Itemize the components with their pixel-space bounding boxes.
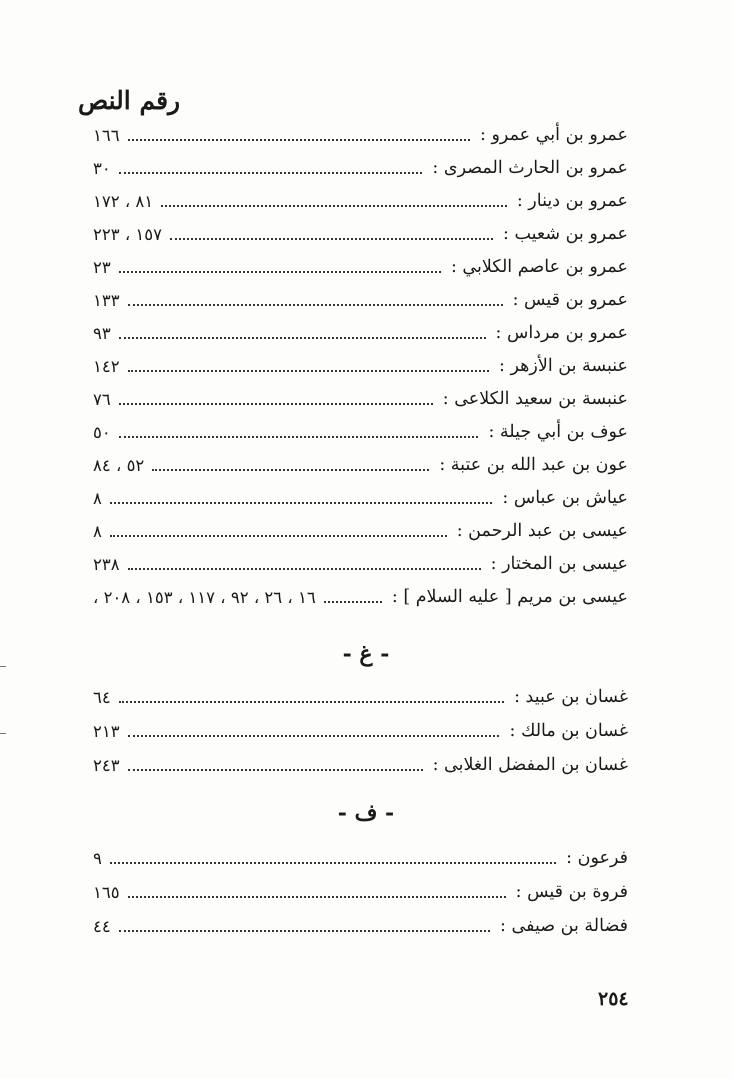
entry-refs: ٨	[93, 521, 102, 541]
entry-refs: ٣٠	[93, 158, 111, 178]
entry-name: عنبسة بن الأزهر :	[499, 356, 628, 376]
entry-refs: ١٣٣	[93, 290, 120, 310]
index-entry	[93, 877, 628, 907]
index-entry	[93, 750, 628, 780]
dot-leader	[324, 595, 382, 603]
index-entry	[93, 450, 628, 480]
entry-refs: ٦٤	[93, 687, 111, 707]
dot-leader	[128, 890, 506, 898]
page-number: ٢٥٤	[598, 988, 629, 1010]
entry-refs: ٩٣	[93, 323, 111, 343]
entry-refs: ١٦٥	[93, 882, 120, 902]
section-heading-ghain: - غ -	[342, 641, 390, 667]
index-entry	[93, 843, 628, 873]
index-entry	[93, 318, 628, 348]
entry-refs: ١٤٢	[93, 356, 120, 376]
entry-name: فرعون :	[566, 848, 628, 868]
index-entry	[93, 516, 628, 546]
entry-name: فروة بن قيس :	[515, 882, 628, 902]
edge-mark	[0, 733, 6, 734]
dot-leader	[119, 924, 490, 932]
edge-mark	[0, 666, 6, 667]
dot-leader	[128, 133, 470, 141]
entry-refs: ٥٠	[93, 422, 111, 442]
entry-name: عيسى بن المختار :	[490, 554, 628, 574]
index-entry	[93, 483, 628, 513]
entry-name: عون بن عبد الله بن عتبة :	[439, 455, 628, 475]
index-entry	[93, 549, 628, 579]
index-entry	[93, 384, 628, 414]
dot-leader	[152, 463, 429, 471]
entry-name: عمرو بن مرداس :	[495, 323, 628, 343]
index-entry	[93, 219, 628, 249]
entry-refs: ٢٤٣	[93, 755, 120, 775]
entry-refs: ٨	[93, 488, 102, 508]
dot-leader	[110, 496, 493, 504]
section-heading-fa: - ف -	[337, 800, 395, 826]
entry-refs: ١٦ ، ٢٦ ، ٩٢ ، ١١٧ ، ١٥٣ ، ٢٠٨ ،	[93, 587, 316, 607]
entry-name: عمرو بن شعيب :	[502, 224, 628, 244]
dot-leader	[119, 265, 441, 273]
dot-leader	[119, 397, 433, 405]
dot-leader	[128, 763, 423, 771]
entry-refs: ١٦٦	[93, 125, 120, 145]
dot-leader	[170, 232, 493, 240]
index-entry	[93, 120, 628, 150]
entry-refs: ٥٢ ، ٨٤	[93, 455, 145, 475]
column-header: رقم النص	[78, 86, 181, 115]
dot-leader	[128, 298, 503, 306]
dot-leader	[161, 199, 507, 207]
dot-leader	[119, 331, 486, 339]
dot-leader	[128, 729, 500, 737]
index-entry	[93, 911, 628, 941]
entry-name: عمرو بن أبي عمرو :	[480, 125, 628, 145]
dot-leader	[119, 695, 504, 703]
index-entry	[93, 252, 628, 282]
entry-refs: ٢٣٨	[93, 554, 120, 574]
entry-refs: ٤٤	[93, 916, 111, 936]
entry-refs: ٩	[93, 848, 102, 868]
entry-refs: ٨١ ، ١٧٢	[93, 191, 154, 211]
dot-leader	[119, 166, 423, 174]
dot-leader	[119, 430, 479, 438]
entry-name: فضالة بن صيفى :	[500, 916, 628, 936]
entry-name: عيسى بن عبد الرحمن :	[456, 521, 628, 541]
entry-refs: ١٥٧ ، ٢٢٣	[93, 224, 163, 244]
entry-name: عمرو بن دينار :	[516, 191, 628, 211]
entry-name: غسان بن المفضل الغلابى :	[432, 755, 628, 775]
dot-leader	[110, 856, 556, 864]
entry-refs: ٢٣	[93, 257, 111, 277]
entry-name: عمرو بن قيس :	[512, 290, 628, 310]
dot-leader	[128, 364, 489, 372]
entry-name: عيسى بن مريم [ عليه السلام ] :	[391, 587, 628, 607]
entry-name: عمرو بن عاصم الكلابي :	[450, 257, 628, 277]
index-entry	[93, 682, 628, 712]
entry-refs: ٧٦	[93, 389, 111, 409]
index-entry	[93, 285, 628, 315]
index-entry	[93, 153, 628, 183]
entry-name: عياش بن عباس :	[502, 488, 628, 508]
dot-leader	[128, 562, 481, 570]
index-entry	[93, 716, 628, 746]
entry-name: غسان بن مالك :	[509, 721, 628, 741]
index-entry	[93, 351, 628, 381]
index-entry	[93, 417, 628, 447]
entry-name: غسان بن عبيد :	[514, 687, 628, 707]
dot-leader	[110, 529, 447, 537]
entry-name: عمرو بن الحارث المصرى :	[432, 158, 628, 178]
index-entry	[93, 582, 628, 612]
entry-name: عوف بن أبي جيلة :	[488, 422, 628, 442]
entry-refs: ٢١٣	[93, 721, 120, 741]
entry-name: عنبسة بن سعيد الكلاعى :	[442, 389, 628, 409]
index-entry	[93, 186, 628, 216]
